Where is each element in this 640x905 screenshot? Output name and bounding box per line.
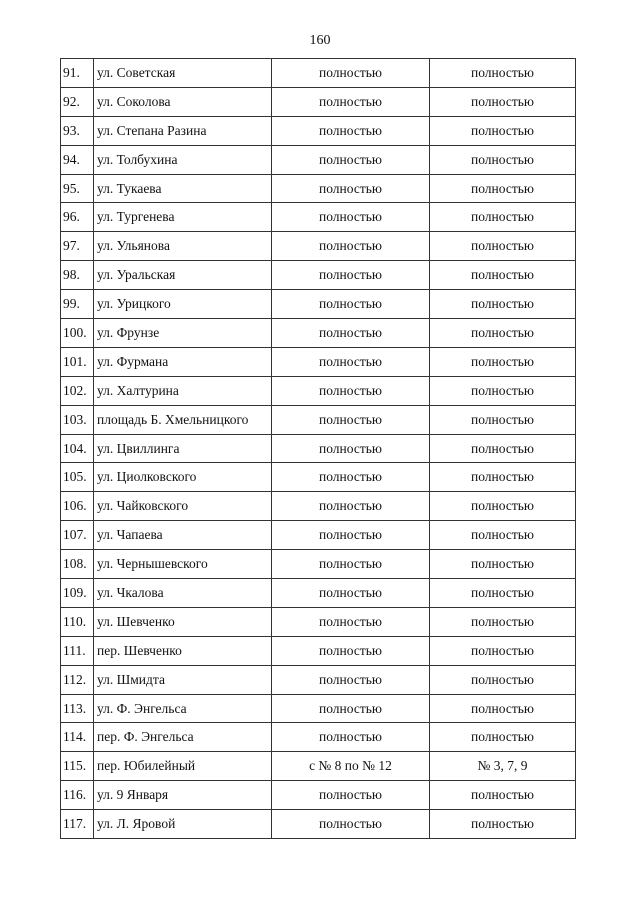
street-name-cell: ул. Шевченко — [94, 607, 272, 636]
street-name-cell: ул. Фрунзе — [94, 319, 272, 348]
row-number-cell: 111. — [61, 636, 94, 665]
table-row — [61, 723, 576, 752]
even-houses-cell: полностью — [272, 347, 430, 376]
row-number-cell: 95. — [61, 174, 94, 203]
even-houses-cell: полностью — [272, 405, 430, 434]
odd-houses-cell: полностью — [430, 579, 576, 608]
odd-houses-cell: полностью — [430, 319, 576, 348]
even-houses-cell: полностью — [272, 203, 430, 232]
odd-houses-cell: полностью — [430, 463, 576, 492]
odd-houses-cell: полностью — [430, 116, 576, 145]
odd-houses-cell: полностью — [430, 290, 576, 319]
even-houses-cell: с № 8 по № 12 — [272, 752, 430, 781]
table-row — [61, 550, 576, 579]
row-number-cell: 91. — [61, 59, 94, 88]
even-houses-cell: полностью — [272, 665, 430, 694]
street-name-cell: ул. Советская — [94, 59, 272, 88]
even-houses-cell: полностью — [272, 550, 430, 579]
street-name-cell: ул. Циолковского — [94, 463, 272, 492]
table-row — [61, 290, 576, 319]
row-number-cell: 114. — [61, 723, 94, 752]
table-row — [61, 521, 576, 550]
odd-houses-cell: полностью — [430, 665, 576, 694]
street-name-cell: ул. 9 Января — [94, 781, 272, 810]
row-number-cell: 100. — [61, 319, 94, 348]
row-number-cell: 101. — [61, 347, 94, 376]
odd-houses-cell: полностью — [430, 636, 576, 665]
table-row — [61, 405, 576, 434]
odd-houses-cell: полностью — [430, 607, 576, 636]
street-name-cell: пер. Юбилейный — [94, 752, 272, 781]
table-row — [61, 665, 576, 694]
row-number-cell: 112. — [61, 665, 94, 694]
street-name-cell: ул. Урицкого — [94, 290, 272, 319]
table-row — [61, 145, 576, 174]
row-number-cell: 105. — [61, 463, 94, 492]
street-name-cell: ул. Л. Яровой — [94, 810, 272, 839]
street-name-cell: ул. Тукаева — [94, 174, 272, 203]
even-houses-cell: полностью — [272, 145, 430, 174]
even-houses-cell: полностью — [272, 492, 430, 521]
table-row — [61, 116, 576, 145]
street-name-cell: ул. Чапаева — [94, 521, 272, 550]
row-number-cell: 96. — [61, 203, 94, 232]
table-row — [61, 607, 576, 636]
even-houses-cell: полностью — [272, 261, 430, 290]
odd-houses-cell: полностью — [430, 59, 576, 88]
street-name-cell: ул. Цвиллинга — [94, 434, 272, 463]
even-houses-cell: полностью — [272, 463, 430, 492]
odd-houses-cell: полностью — [430, 434, 576, 463]
row-number-cell: 113. — [61, 694, 94, 723]
row-number-cell: 98. — [61, 261, 94, 290]
street-name-cell: ул. Степана Разина — [94, 116, 272, 145]
table-row — [61, 347, 576, 376]
table-row — [61, 59, 576, 88]
even-houses-cell: полностью — [272, 87, 430, 116]
odd-houses-cell: полностью — [430, 203, 576, 232]
street-name-cell: площадь Б. Хмельницкого — [94, 405, 272, 434]
street-name-cell: ул. Тургенева — [94, 203, 272, 232]
table-row — [61, 463, 576, 492]
table-body — [61, 59, 576, 839]
table-row — [61, 232, 576, 261]
table-row — [61, 810, 576, 839]
odd-houses-cell: полностью — [430, 347, 576, 376]
street-name-cell: ул. Чайковского — [94, 492, 272, 521]
odd-houses-cell: полностью — [430, 492, 576, 521]
table-row — [61, 694, 576, 723]
even-houses-cell: полностью — [272, 434, 430, 463]
street-name-cell: ул. Уральская — [94, 261, 272, 290]
even-houses-cell: полностью — [272, 521, 430, 550]
odd-houses-cell: полностью — [430, 694, 576, 723]
even-houses-cell: полностью — [272, 174, 430, 203]
table-row — [61, 636, 576, 665]
row-number-cell: 117. — [61, 810, 94, 839]
street-name-cell: ул. Соколова — [94, 87, 272, 116]
row-number-cell: 107. — [61, 521, 94, 550]
odd-houses-cell: полностью — [430, 376, 576, 405]
row-number-cell: 92. — [61, 87, 94, 116]
odd-houses-cell: полностью — [430, 781, 576, 810]
table-row — [61, 434, 576, 463]
street-name-cell: ул. Толбухина — [94, 145, 272, 174]
even-houses-cell: полностью — [272, 116, 430, 145]
odd-houses-cell: полностью — [430, 174, 576, 203]
even-houses-cell: полностью — [272, 694, 430, 723]
table-row — [61, 174, 576, 203]
row-number-cell: 102. — [61, 376, 94, 405]
table-row — [61, 579, 576, 608]
street-name-cell: пер. Шевченко — [94, 636, 272, 665]
street-name-cell: ул. Фурмана — [94, 347, 272, 376]
odd-houses-cell: полностью — [430, 550, 576, 579]
odd-houses-cell: полностью — [430, 232, 576, 261]
street-table — [60, 58, 576, 839]
odd-houses-cell: полностью — [430, 405, 576, 434]
odd-houses-cell: полностью — [430, 87, 576, 116]
row-number-cell: 108. — [61, 550, 94, 579]
even-houses-cell: полностью — [272, 810, 430, 839]
table-row — [61, 781, 576, 810]
odd-houses-cell: полностью — [430, 261, 576, 290]
even-houses-cell: полностью — [272, 781, 430, 810]
odd-houses-cell: полностью — [430, 521, 576, 550]
page-number: 160 — [309, 33, 331, 48]
odd-houses-cell: полностью — [430, 810, 576, 839]
row-number-cell: 104. — [61, 434, 94, 463]
street-name-cell: ул. Чкалова — [94, 579, 272, 608]
row-number-cell: 94. — [61, 145, 94, 174]
row-number-cell: 103. — [61, 405, 94, 434]
street-name-cell: ул. Ф. Энгельса — [94, 694, 272, 723]
even-houses-cell: полностью — [272, 376, 430, 405]
row-number-cell: 110. — [61, 607, 94, 636]
odd-houses-cell: № 3, 7, 9 — [430, 752, 576, 781]
odd-houses-cell: полностью — [430, 145, 576, 174]
street-name-cell: пер. Ф. Энгельса — [94, 723, 272, 752]
even-houses-cell: полностью — [272, 723, 430, 752]
row-number-cell: 106. — [61, 492, 94, 521]
row-number-cell: 93. — [61, 116, 94, 145]
table-row — [61, 87, 576, 116]
even-houses-cell: полностью — [272, 290, 430, 319]
street-name-cell: ул. Халтурина — [94, 376, 272, 405]
odd-houses-cell: полностью — [430, 723, 576, 752]
row-number-cell: 116. — [61, 781, 94, 810]
even-houses-cell: полностью — [272, 636, 430, 665]
row-number-cell: 99. — [61, 290, 94, 319]
row-number-cell: 115. — [61, 752, 94, 781]
even-houses-cell: полностью — [272, 232, 430, 261]
table-row — [61, 752, 576, 781]
even-houses-cell: полностью — [272, 59, 430, 88]
row-number-cell: 109. — [61, 579, 94, 608]
table-row — [61, 203, 576, 232]
street-name-cell: ул. Чернышевского — [94, 550, 272, 579]
table-row — [61, 319, 576, 348]
even-houses-cell: полностью — [272, 607, 430, 636]
street-name-cell: ул. Шмидта — [94, 665, 272, 694]
row-number-cell: 97. — [61, 232, 94, 261]
table-row — [61, 492, 576, 521]
table-row — [61, 376, 576, 405]
street-name-cell: ул. Ульянова — [94, 232, 272, 261]
even-houses-cell: полностью — [272, 319, 430, 348]
even-houses-cell: полностью — [272, 579, 430, 608]
table-row — [61, 261, 576, 290]
